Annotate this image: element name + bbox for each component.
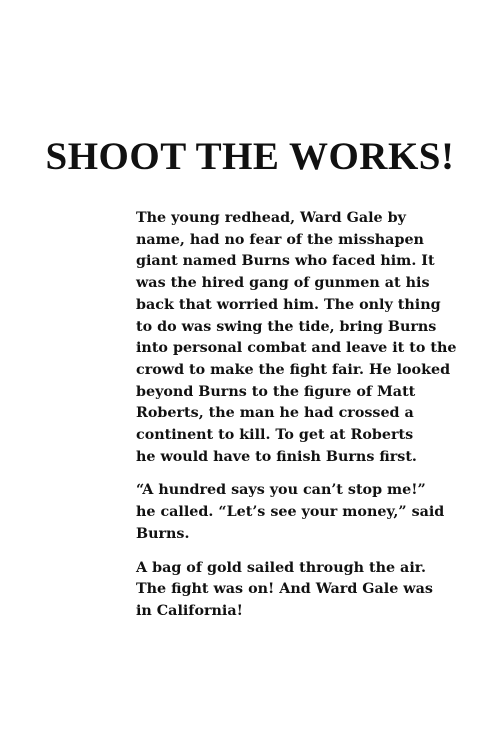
text-line: he called. “Let’s see your money,” said: [136, 504, 445, 521]
text-line: The fight was on! And Ward Gale was: [136, 581, 433, 598]
text-line: he would have to finish Burns first.: [136, 448, 417, 465]
paragraph-2: [136, 480, 468, 545]
text-line: into personal combat and leave it to the: [136, 340, 457, 357]
paragraph-3: [136, 558, 468, 623]
text-line: crowd to make the fight fair. He looked: [136, 361, 451, 378]
text-line: beyond Burns to the figure of Matt: [136, 383, 416, 400]
text-line: continent to kill. To get at Roberts: [136, 427, 414, 444]
text-line: giant named Burns who faced him. It: [136, 253, 435, 270]
text-line: The young redhead, Ward Gale by: [136, 210, 406, 226]
text-line: back that worried him. The only thing: [136, 296, 441, 313]
text-line: Burns.: [136, 525, 190, 542]
text-line: in California!: [136, 602, 243, 619]
paragraph-1: [136, 208, 468, 468]
text-line: A bag of gold sailed through the air.: [136, 559, 426, 576]
text-line: to do was swing the tide, bring Burns: [136, 318, 437, 335]
text-line: name, had no fear of the misshapen: [136, 231, 424, 248]
text-line: Roberts, the man he had crossed a: [136, 405, 414, 422]
page-title: SHOOT THE WORKS!: [45, 135, 455, 178]
blurb-text: [136, 208, 468, 635]
text-line: “A hundred says you can’t stop me!”: [136, 482, 426, 499]
text-line: was the hired gang of gunmen at his: [136, 275, 430, 292]
